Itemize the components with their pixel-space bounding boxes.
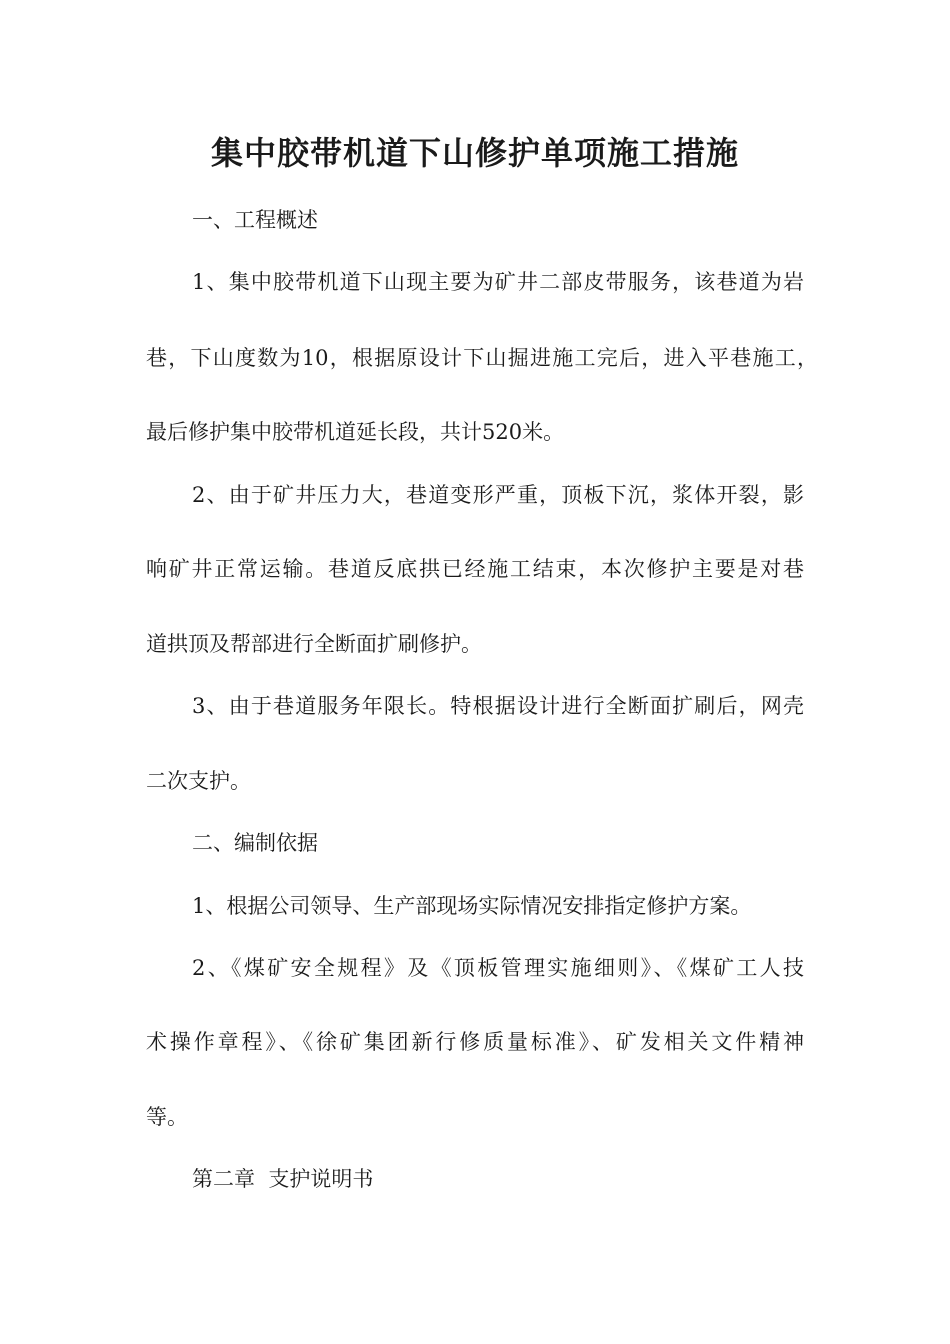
paragraph-line: 响矿井正常运输。巷道反底拱已经施工结束，本次修护主要是对巷 bbox=[146, 557, 804, 581]
paragraph-line: 巷，下山度数为10，根据原设计下山掘进施工完后，进入平巷施工， bbox=[146, 346, 818, 370]
paragraph-line: 术操作章程》、《徐矿集团新行修质量标准》、矿发相关文件精神 bbox=[146, 1030, 804, 1054]
section-heading-basis: 二、编制依据 bbox=[192, 831, 318, 855]
paragraph-line: 1、根据公司领导、生产部现场实际情况安排指定修护方案。 bbox=[192, 894, 752, 918]
paragraph-line: 二次支护。 bbox=[146, 769, 251, 793]
chapter-heading: 第二章 支护说明书 bbox=[192, 1167, 374, 1191]
document-title: 集中胶带机道下山修护单项施工措施 bbox=[210, 134, 739, 172]
paragraph-line: 等。 bbox=[146, 1105, 188, 1129]
paragraph-line: 2、《煤矿安全规程》及《顶板管理实施细则》、《煤矿工人技 bbox=[192, 956, 804, 980]
paragraph-line: 道拱顶及帮部进行全断面扩刷修护。 bbox=[146, 632, 482, 656]
paragraph-line: 2、由于矿井压力大，巷道变形严重，顶板下沉，浆体开裂，影 bbox=[192, 483, 804, 507]
paragraph-line: 1、集中胶带机道下山现主要为矿井二部皮带服务，该巷道为岩 bbox=[192, 270, 804, 294]
paragraph-line: 最后修护集中胶带机道延长段，共计520米。 bbox=[146, 420, 565, 444]
section-heading-overview: 一、工程概述 bbox=[192, 208, 318, 232]
paragraph-line: 3、由于巷道服务年限长。特根据设计进行全断面扩刷后，网壳 bbox=[192, 694, 804, 718]
